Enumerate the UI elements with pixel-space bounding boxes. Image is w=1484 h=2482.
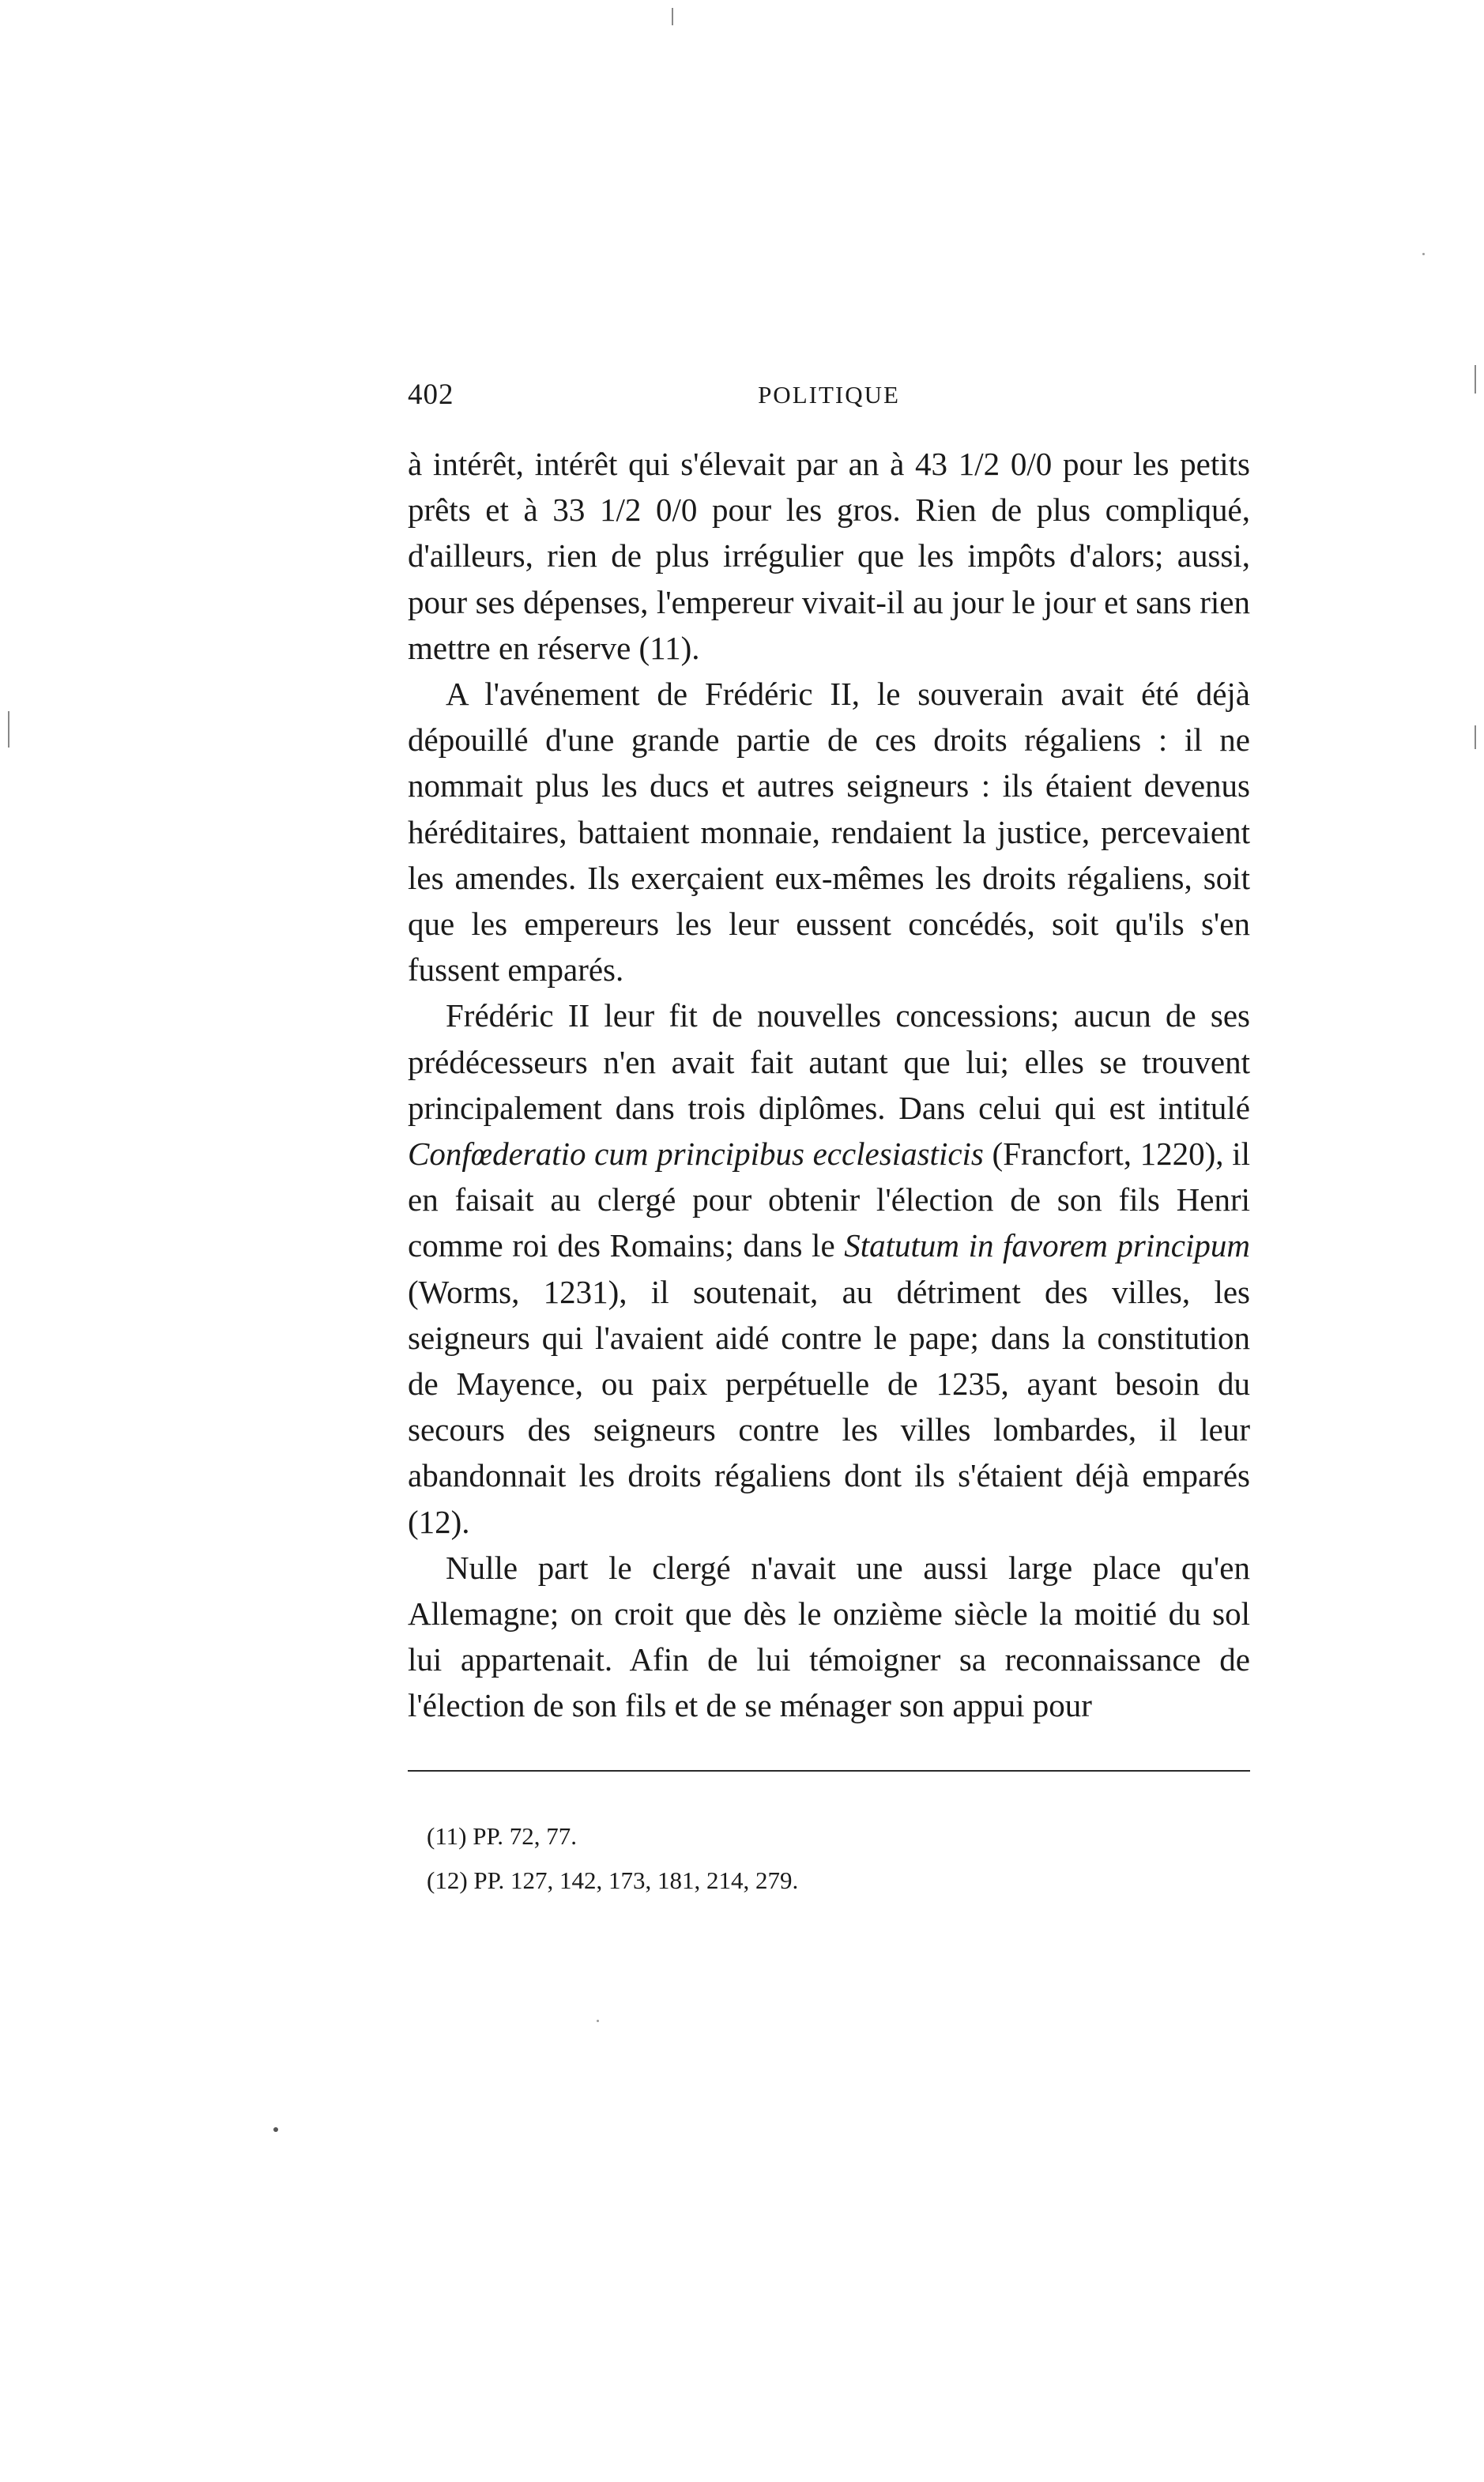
footnote-11: (11) PP. 72, 77. [427,1822,578,1850]
paragraph-3-text-2: (Francfort, 1220), il en faisait au clergé pour obtenir l'élection de son fils Henri comme roi des Romains; dans le [408,1136,1250,1264]
scan-speck [273,2127,278,2132]
paragraph-4: Nulle part le clergé n'avait une aussi large place qu'en Allemagne; on croit que dès le onzième siècle la moitié du sol lui appartenait. Afin de lui témoigner sa reconnaissance de l'élection de son fils et de se ménager son appui pour [408,1549,1250,1724]
running-head [408,378,1250,417]
scan-mark-top [672,8,673,25]
footnote-rule [408,1770,1250,1772]
footnotes [427,1814,1217,1903]
title-statutum: Statutum in favorem principum [844,1227,1250,1264]
paragraph-3 [408,992,1250,1544]
running-title: POLITIQUE [758,381,900,409]
title-confoederatio: Confœderatio cum principibus ecclesiasticis [408,1136,984,1173]
paragraph-3-text-3: (Worms, 1231), il soutenait, au détriment des villes, les seigneurs qui l'avaient aidé contre le pape; dans la constitution de Mayence, ou paix perpétuelle de 1235, ayant besoin du secours des seigneurs contre les villes lombardes, il leur abandonnait les droits régaliens dont ils s'étaient déjà emparés (12). [408,1273,1250,1540]
scan-mark-right-top [1475,365,1476,394]
paragraph-3-text-1: Frédéric II leur fit de nouvelles concessions; aucun de ses prédécesseurs n'en avait fait autant que lui; elles se trouvent principalement dans trois diplômes. Dans celui qui est intitulé [408,997,1250,1126]
paragraph-1: à intérêt, intérêt qui s'élevait par an à 43 1/2 0/0 pour les petits prêts et à 33 1/2 0/0 pour les gros. Rien de plus compliqué, d'ailleurs, rien de plus irrégulier que les impôts d'alors; aussi, pour ses dépenses, l'empereur vivait-il au jour le jour et sans rien mettre en réserve (11). [408,446,1250,666]
scan-mark-left [8,711,9,748]
body-text [408,441,1250,1729]
page-number: 402 [408,379,454,411]
scan-speck-small [1422,253,1425,255]
scan-speck-small-2 [597,2020,599,2022]
paragraph-2: A l'avénement de Frédéric II, le souverain avait été déjà dépouillé d'une grande partie de ces droits régaliens : il ne nommait plus les ducs et autres seigneurs : ils étaient devenus héréditaires, battaient monnaie, rendaient la justice, percevaient les amendes. Ils exerçaient eux-mêmes les droits régaliens, soit que les empereurs les leur eussent concédés, soit qu'ils s'en fussent emparés. [408,676,1250,989]
footnote-12: (12) PP. 127, 142, 173, 181, 214, 279. [427,1866,799,1894]
scan-mark-right [1475,725,1476,749]
